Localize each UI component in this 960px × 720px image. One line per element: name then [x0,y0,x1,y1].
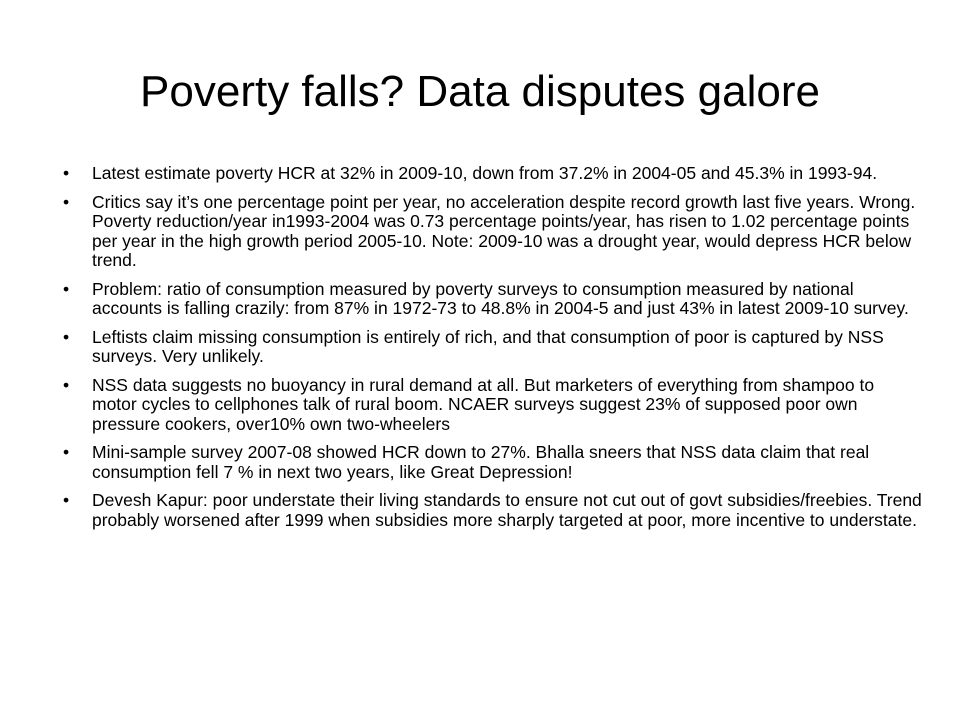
bullet-text: Problem: ratio of consumption measured by poverty surveys to consumption measured by national accounts is falling crazily: from 87% in 1972-73 to 48.8% in 2004-5 and just 43% in latest 2009-10 survey. [92,278,909,318]
bullet-icon: • [63,442,70,462]
bullet-text: NSS data suggests no buoyancy in rural demand at all. But marketers of everything from shampoo to motor cycles to cellphones talk of rural boom. NCAER surveys suggest 23% of supposed poor own pressure cookers, over10% own two-wheelers [92,374,875,434]
bullet-item [63,374,922,435]
bullet-icon: • [63,326,70,347]
bullet-item [63,191,922,271]
bullet-item [63,163,922,184]
bullet-icon: • [63,374,70,395]
slide-title: Poverty falls? Data disputes galore [140,67,820,116]
bullet-item [63,490,922,530]
bullet-text: Devesh Kapur: poor understate their living standards to ensure not cut out of govt subsidies/freebies. Trend probably worsened after 1999 when subsidies more sharply targeted at poor, more incentive to understate. [92,490,922,530]
bullet-icon: • [63,278,70,299]
bullet-text: Latest estimate poverty HCR at 32% in 2009-10, down from 37.2% in 2004-05 and 45.3% in 1993-94. [92,163,878,183]
bullet-item [63,326,922,367]
bullet-text: Critics say it’s one percentage point per year, no acceleration despite record growth last five years. Wrong. Poverty reduction/year in1993-2004 was 0.73 percentage points/year, has risen to 1.02 percentage points per year in the high growth period 2005-10. Note: 2009-10 was a drought year, would depress HCR below trend. [92,191,916,270]
bullet-text: Leftists claim missing consumption is entirely of rich, and that consumption of poor is captured by NSS surveys. Very unlikely. [92,326,884,366]
bullet-list [63,163,922,539]
bullet-item [63,442,922,482]
bullet-icon: • [63,163,70,183]
bullet-text: Mini-sample survey 2007-08 showed HCR down to 27%. Bhalla sneers that NSS data claim that real consumption fell 7 % in next two years, like Great Depression! [92,442,870,482]
bullet-icon: • [63,490,70,510]
bullet-item [63,278,922,319]
bullet-icon: • [63,191,70,212]
